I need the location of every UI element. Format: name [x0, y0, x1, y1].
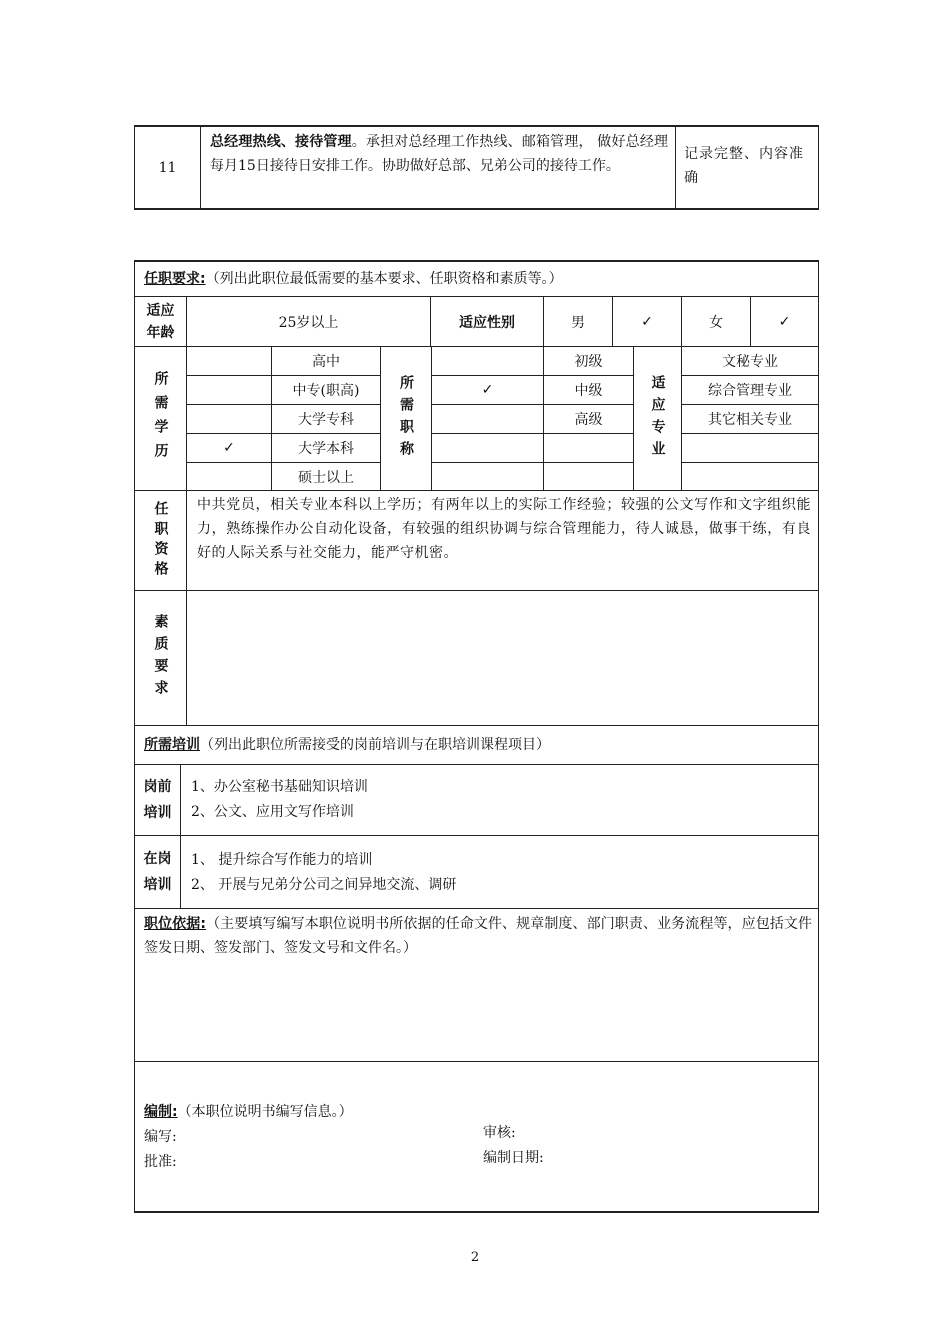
gender-label: 适应性别 — [459, 314, 515, 331]
training-note: （列出此职位所需接受的岗前培训与在职培训课程项目） — [200, 737, 550, 753]
title-check-1 — [432, 347, 543, 375]
approver-field: 批准: — [144, 1154, 177, 1170]
education-check-3 — [187, 405, 271, 433]
pre-training-list — [191, 775, 791, 825]
duty-standard: 记录完整、内容准确 — [684, 146, 804, 186]
education-check-1 — [187, 347, 271, 375]
qualification-label: 任职资格 — [152, 500, 169, 581]
education-check-5 — [187, 463, 271, 490]
basis-label: 职位依据: — [144, 916, 206, 932]
education-level-1: 高中 — [312, 354, 340, 370]
age-value: 25岁以上 — [278, 314, 339, 331]
pre-training-item-2: 2、公文、应用文写作培训 — [191, 804, 354, 820]
requirements-label: 任职要求: — [144, 271, 206, 287]
major-3: 其它相关专业 — [708, 412, 792, 428]
page-number: 2 — [470, 1249, 480, 1265]
title-level-1: 初级 — [574, 354, 603, 370]
compile-date-field: 编制日期: — [483, 1150, 544, 1166]
reviewer-field: 审核: — [483, 1125, 516, 1141]
requirements-header — [144, 268, 814, 290]
training-label: 所需培训 — [144, 737, 200, 753]
male-checkmark: ✓ — [641, 313, 653, 330]
compile-header — [144, 1100, 644, 1124]
onjob-training-label: 在岗 培训 — [143, 851, 172, 893]
onjob-training-item-2: 2、 开展与兄弟分公司之间异地交流、调研 — [191, 877, 457, 893]
gender-female: 女 — [709, 314, 723, 331]
major-1: 文秘专业 — [722, 354, 778, 370]
compile-label: 编制: — [144, 1104, 178, 1120]
writer-field: 编写: — [144, 1129, 177, 1145]
requirements-note: （列出此职位最低需要的基本要求、任职资格和素质等。） — [205, 271, 563, 287]
pre-training-item-1: 1、办公室秘书基础知识培训 — [191, 779, 368, 795]
title-check-3 — [432, 405, 543, 433]
age-label: 适应 年龄 — [146, 302, 175, 341]
title-check-2: ✓ — [481, 382, 494, 398]
title-level-3: 高级 — [574, 412, 603, 428]
compile-note: （本职位说明书编写信息。） — [177, 1104, 353, 1120]
quality-label: 素质要求 — [152, 614, 169, 702]
row-number: 11 — [158, 159, 177, 176]
education-label: 所需学历 — [152, 370, 169, 467]
title-label: 所需职称 — [398, 374, 414, 463]
onjob-training-item-1: 1、 提升综合写作能力的培训 — [191, 852, 373, 868]
qualification-text: 中共党员，相关专业本科以上学历；有两年以上的实际工作经验；较强的公文写作和文字组织能力，熟练操作办公自动化设备，有较强的组织协调与综合管理能力，待人诚恳，做事干练，有良好的人际关系与社交能力，能严守机密。 — [197, 497, 811, 561]
basis-note: （主要填写编写本职位说明书所依据的任命文件、规章制度、部门职责、业务流程等，应包括文件签发日期、签发部门、签发文号和文件名。） — [144, 916, 812, 956]
training-header — [144, 734, 814, 756]
education-level-2: 中专(职高) — [292, 383, 360, 399]
duty-title: 总经理热线、接待管理 — [210, 134, 352, 150]
title-level-2: 中级 — [574, 383, 603, 399]
education-level-4: 大学本科 — [298, 441, 354, 457]
major-label: 适应专业 — [649, 374, 666, 463]
duty-text: 。承担对总经理工作热线、邮箱管理， 做好总经理每月15日接待日安排工作。协助做好总部、兄弟公司的接待工作。 — [210, 134, 668, 174]
onjob-training-list — [191, 848, 791, 898]
gender-male: 男 — [571, 314, 585, 331]
duty-description — [210, 130, 668, 178]
education-level-5: 硕士以上 — [298, 469, 354, 486]
education-level-3: 大学专科 — [298, 412, 354, 428]
education-check-4: ✓ — [223, 440, 235, 456]
major-2: 综合管理专业 — [708, 383, 792, 399]
education-check-2 — [187, 376, 271, 404]
pre-training-label: 岗前 培训 — [143, 779, 172, 821]
basis-section — [144, 912, 812, 960]
female-checkmark: ✓ — [778, 313, 791, 330]
